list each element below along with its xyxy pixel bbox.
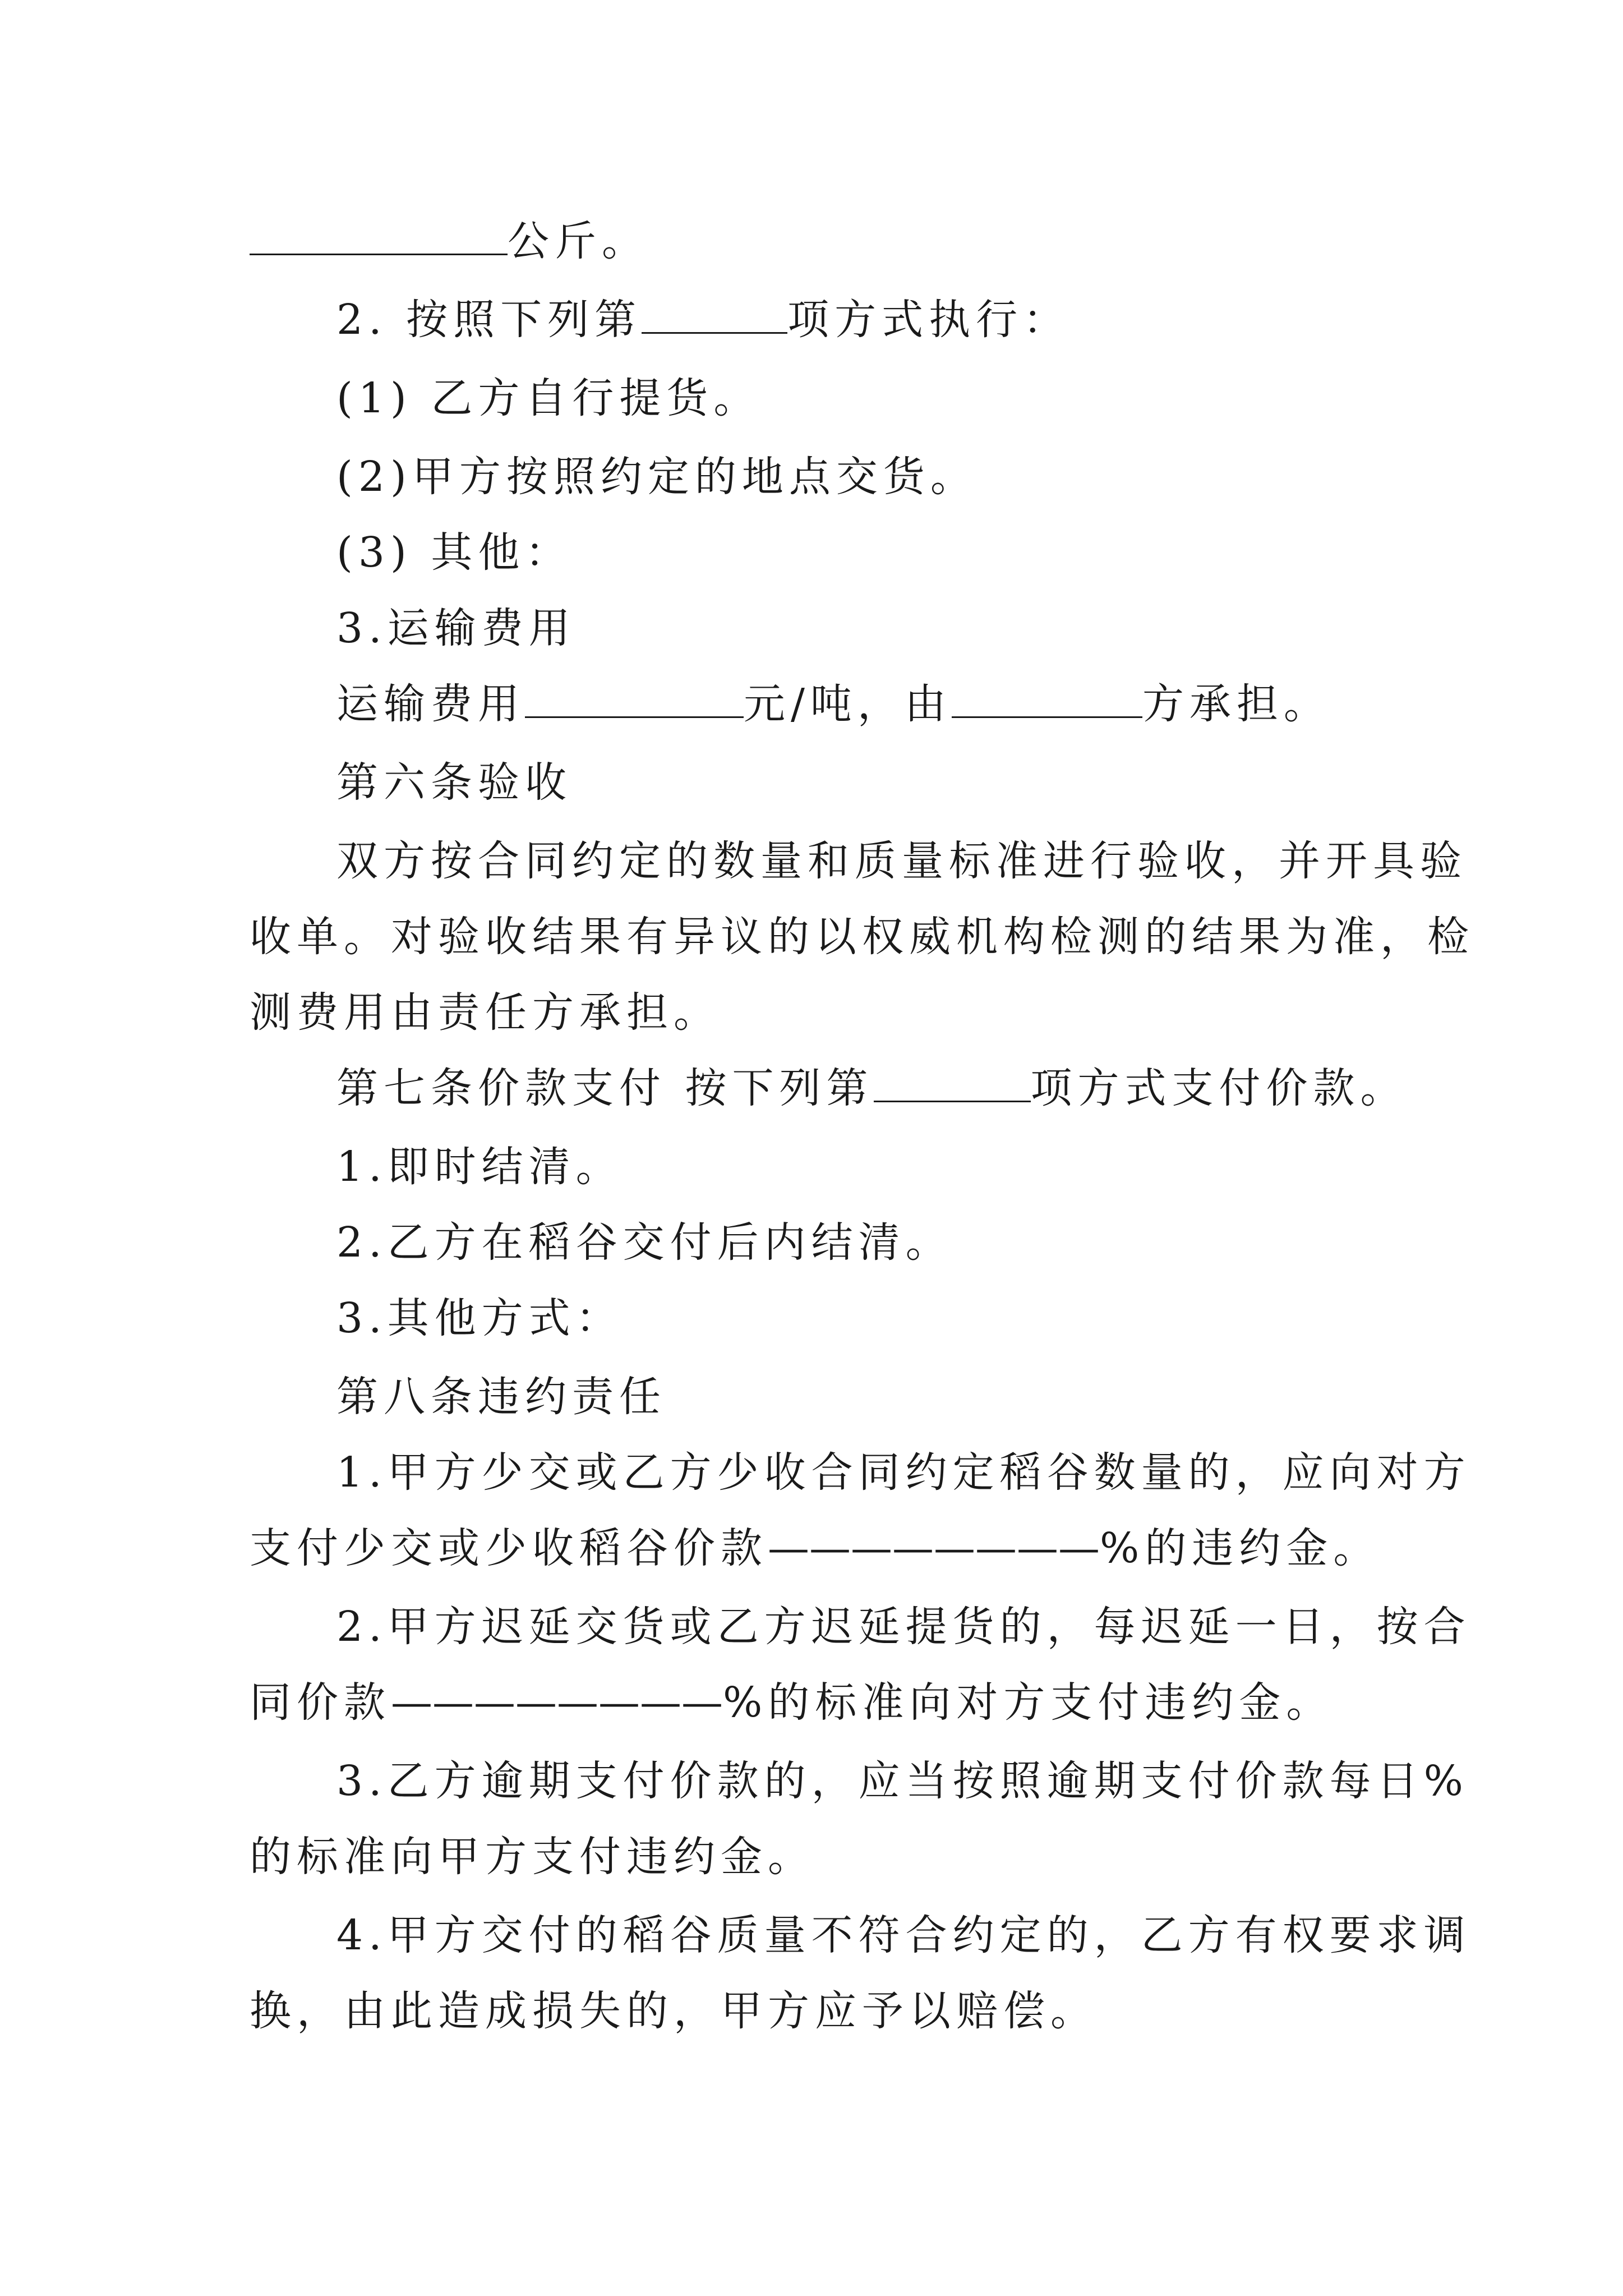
line-text: 支付少交或少收稻谷价款 bbox=[250, 1524, 768, 1572]
text-line-4: (2)甲方按照约定的地点交货。 bbox=[336, 453, 978, 501]
dash-blank: ———————— bbox=[391, 1678, 723, 1727]
line-text: 公斤。 bbox=[508, 217, 649, 265]
text-line-19: 2.甲方迟延交货或乙方迟延提货的，每迟延一日，按合 bbox=[336, 1603, 1471, 1651]
fill-blank bbox=[250, 218, 508, 255]
text-line-14: 2.乙方在稻谷交付后内结清。 bbox=[336, 1218, 953, 1267]
line-text: 第七条价款支付 按下列第 bbox=[336, 1064, 874, 1112]
text-line-22: 的标准向甲方支付违约金。 bbox=[250, 1833, 815, 1881]
line-text: %的标准向对方支付违约金。 bbox=[723, 1678, 1334, 1727]
text-line-6: 3.运输费用 bbox=[336, 604, 576, 652]
text-line-2 bbox=[336, 292, 1469, 348]
line-text: 元/吨，由 bbox=[744, 680, 952, 728]
text-line-1 bbox=[250, 213, 1382, 269]
text-line-18 bbox=[250, 1520, 1382, 1576]
line-text: 2. 按照下列第 bbox=[336, 296, 642, 344]
section-heading-8: 第八条违约责任 bbox=[336, 1373, 666, 1421]
text-line-23: 4.甲方交付的稻谷质量不符合约定的，乙方有权要求调 bbox=[336, 1911, 1471, 1959]
section-heading-6: 第六条验收 bbox=[336, 758, 572, 807]
line-text: 方承担。 bbox=[1142, 680, 1331, 728]
line-text: 运输费用 bbox=[336, 680, 525, 728]
line-text: 项方式支付价款。 bbox=[1030, 1064, 1408, 1112]
text-line-9: 双方按合同约定的数量和质量标准进行验收，并开具验 bbox=[336, 837, 1467, 885]
text-line-17: 1.甲方少交或乙方少收合同约定稻谷数量的，应向对方 bbox=[336, 1448, 1471, 1497]
text-line-13: 1.即时结清。 bbox=[336, 1143, 623, 1191]
text-line-3: (1) 乙方自行提货。 bbox=[336, 374, 761, 422]
fill-blank bbox=[952, 680, 1142, 718]
text-line-15: 3.其他方式： bbox=[336, 1294, 623, 1342]
fill-blank bbox=[525, 680, 744, 718]
fill-blank bbox=[642, 296, 787, 334]
text-line-21: 3.乙方逾期支付价款的，应当按照逾期支付价款每日% bbox=[336, 1757, 1469, 1805]
text-line-20 bbox=[250, 1674, 1382, 1731]
text-line-24: 换，由此造成损失的，甲方应予以赔偿。 bbox=[250, 1987, 1098, 2035]
line-text: 项方式执行： bbox=[787, 296, 1071, 344]
text-line-10: 收单。对验收结果有异议的以权威机构检测的结果为准，检 bbox=[250, 913, 1474, 961]
text-line-11: 测费用由责任方承担。 bbox=[250, 988, 721, 1037]
dash-blank: ———————— bbox=[768, 1524, 1100, 1572]
text-line-5: (3) 其他： bbox=[336, 528, 573, 577]
line-text: 同价款 bbox=[250, 1678, 391, 1727]
text-line-7 bbox=[336, 676, 1469, 732]
fill-blank bbox=[874, 1065, 1031, 1102]
line-text: %的违约金。 bbox=[1100, 1524, 1381, 1572]
section-heading-7 bbox=[336, 1060, 1469, 1116]
